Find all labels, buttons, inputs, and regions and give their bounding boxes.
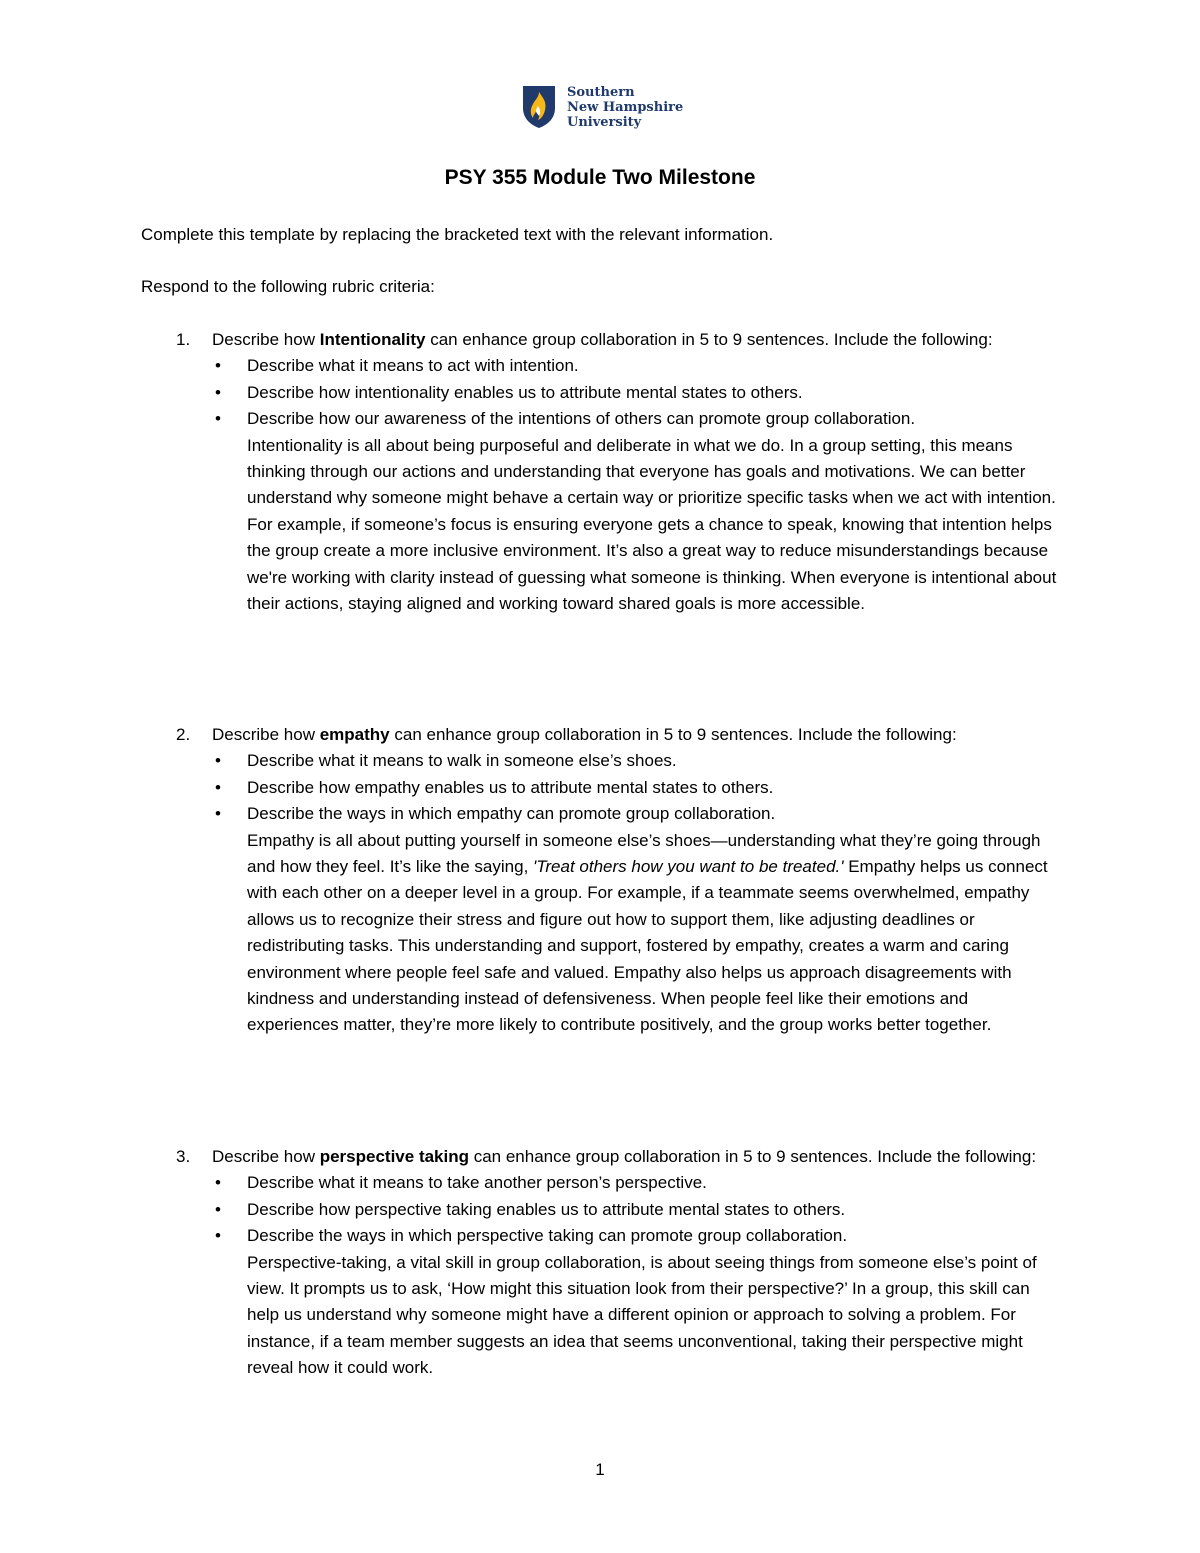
item-number: 1. [176, 330, 191, 349]
list-item [215, 801, 1061, 827]
list-item [215, 1170, 1061, 1196]
bullet-text: Describe the ways in which empathy can promote group collaboration. [247, 804, 776, 824]
intro-text: Complete this template by replacing the bracketed text with the relevant information. [141, 225, 774, 244]
answer-pre: Empathy is all about putting yourself in someone else’s shoes—understanding what they’re going through and how they feel. It’s like the saying, [247, 830, 1041, 877]
logo-line-2: New Hampshire [567, 99, 684, 115]
bullet-icon: • [215, 356, 221, 376]
answer-text: Intentionality is all about being purposeful and deliberate in what we do. In a group setting, this means thinking through our actions and understanding that everyone has goals and motivations. We can better understand why someone might behave a certain way or prioritize specific tasks when we act with intention. For example, if someone’s focus is ensuring everyone gets a chance to speak, knowing that intention helps the group create a more inclusive environment. It’s also a great way to reduce misunderstandings because we're working with clarity instead of guessing what someone is thinking. When everyone is intentional about their actions, staying aligned and working toward shared goals is more accessible. [247, 435, 1057, 614]
item-number: 2. [176, 725, 191, 744]
bullet-text: Describe what it means to act with intention. [247, 356, 579, 376]
prompt-pre: Describe how [212, 330, 320, 349]
prompt-keyword: Intentionality [319, 330, 426, 349]
rubric-item-3 [141, 1144, 1061, 1382]
list-item [215, 1223, 1061, 1249]
respond-text: Respond to the following rubric criteria: [141, 277, 435, 296]
bullet-icon: • [215, 1226, 221, 1246]
answer-quote: 'Treat others how you want to be treated.' [533, 857, 844, 877]
list-item [215, 775, 1061, 801]
bullet-icon: • [215, 751, 221, 771]
bullet-text: Describe how empathy enables us to attribute mental states to others. [247, 777, 774, 797]
item-prompt [212, 327, 1061, 353]
page-title: PSY 355 Module Two Milestone [444, 166, 756, 189]
bullet-icon: • [215, 777, 221, 797]
shield-flame-icon [521, 84, 557, 130]
prompt-post: can enhance group collaboration in 5 to 9 sentences. Include the following: [389, 725, 957, 744]
bullet-text: Describe how our awareness of the intentions of others can promote group collaboration. [247, 409, 916, 429]
logo-line-3: University [567, 114, 642, 130]
university-logo [521, 84, 683, 130]
prompt-keyword: empathy [319, 725, 390, 744]
logo-wordmark [567, 85, 683, 130]
list-item [215, 380, 1061, 406]
bullet-list [215, 1170, 1061, 1249]
item-prompt [212, 722, 1061, 748]
list-item [215, 353, 1061, 379]
rubric-item-2 [141, 722, 1061, 1039]
answer-post: Empathy helps us connect with each other on a deeper level in a group. For example, if a teammate seems overwhelmed, empathy allows us to recognize their stress and figure out how to support them, like adjusting deadlines or redistributing tasks. This understanding and support, fostered by empathy, creates a warm and caring environment where people feel safe and valued. Empathy also helps us approach disagreements with kindness and understanding instead of defensiveness. When people feel like their emotions and experiences matter, they’re more likely to contribute positively, and the group works better together. [247, 857, 1048, 1035]
answer-text: Perspective-taking, a vital skill in group collaboration, is about seeing things from someone else’s point of view. It prompts us to ask, ‘How might this situation look from their perspective?’ In a group, this skill can help us understand why someone might have a different opinion or approach to solving a problem. For instance, if a team member suggests an idea that seems unconventional, taking their perspective might reveal how it could work. [247, 1252, 1037, 1378]
bullet-list [215, 748, 1061, 827]
bullet-icon: • [215, 1199, 221, 1219]
rubric-item-1 [141, 327, 1061, 617]
prompt-pre: Describe how [212, 1147, 320, 1166]
bullet-text: Describe the ways in which perspective taking can promote group collaboration. [247, 1226, 848, 1246]
logo-line-1: Southern [567, 84, 635, 100]
prompt-pre: Describe how [212, 725, 320, 744]
list-item [215, 406, 1061, 432]
list-item [215, 748, 1061, 774]
prompt-keyword: perspective taking [319, 1147, 469, 1166]
bullet-icon: • [215, 804, 221, 824]
bullet-icon: • [215, 1173, 221, 1193]
item-prompt [212, 1144, 1061, 1170]
item-number: 3. [176, 1147, 191, 1166]
prompt-post: can enhance group collaboration in 5 to 9 sentences. Include the following: [425, 330, 993, 349]
bullet-icon: • [215, 409, 221, 429]
bullet-text: Describe how intentionality enables us to attribute mental states to others. [247, 382, 803, 402]
list-item [215, 1197, 1061, 1223]
bullet-icon: • [215, 382, 221, 402]
bullet-list [215, 353, 1061, 432]
prompt-post: can enhance group collaboration in 5 to 9 sentences. Include the following: [469, 1147, 1037, 1166]
bullet-text: Describe what it means to walk in someone else’s shoes. [247, 751, 677, 771]
answer-text [247, 828, 1061, 1039]
bullet-text: Describe what it means to take another person’s perspective. [247, 1173, 707, 1193]
page-number: 1 [595, 1460, 605, 1479]
bullet-text: Describe how perspective taking enables us to attribute mental states to others. [247, 1199, 846, 1219]
